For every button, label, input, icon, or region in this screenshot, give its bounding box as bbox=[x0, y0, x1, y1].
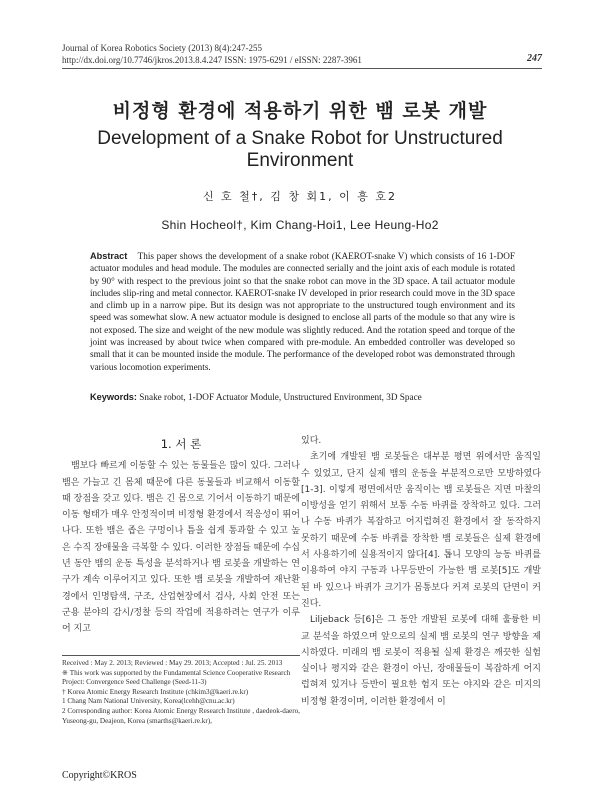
footnote-item: 1 Chang Nam National University, Korea(lcehh@cnu.ac.kr) bbox=[62, 697, 235, 706]
footnote-item: † Korea Atomic Energy Research Institute (chkim3@kaeri.re.kr) bbox=[62, 687, 249, 696]
journal-citation: Journal of Korea Robotics Society (2013) 8(4):247-255 bbox=[62, 43, 262, 53]
title-korean: 비정형 환경에 적용하기 위한 뱀 로봇 개발 bbox=[112, 100, 488, 122]
abstract-text: This paper shows the development of a snake robot (KAEROT-snake V) which consists of 16 1-DOF actuator modules and head module. The modules are connected serially and the joint axis of each module is rotated by 90° with respect to the previous joint so that the snake robot can move in the 3D space. A tail actuator module includes slip-ring and metal connector. KAEROT-snake IV developed in prior research could move in the 3D space and climb up in a narrow pipe. But its design was not appropriate to the unstructured tough environment and its speed was somewhat slow. A new actuator module is designed to enclose all parts of the module so that any wire is not exposed. The size and weight of the new module was slightly reduced. And the rotation speed and torque of the joint was increased by about twice when compared with pre-module. An embedded controller was developed so small that it can be mounted inside the module. The performance of the developed robot was demonstrated through various locomotion experiments. bbox=[90, 251, 515, 372]
journal-header bbox=[62, 42, 362, 66]
left-column bbox=[62, 432, 300, 638]
page-number: 247 bbox=[527, 53, 542, 64]
footnote-divider bbox=[62, 655, 300, 656]
footnote-item: ※ This work was supported by the Fundamental Science Cooperative Research Project: Convergence Seed Challenge (Seed-11-3) bbox=[62, 668, 291, 687]
right-paragraph-1: 있다. bbox=[301, 436, 322, 446]
right-paragraph-2: 초기에 개발된 뱀 로봇들은 대부분 평면 위에서만 움직일 수 있었고, 단지 실제 뱀의 운동을 부분적으로만 모방하였다[1-3]. 이렇게 평면에서만 움직이는 뱀 로봇들은 지면 마찰의 이방성을 얻기 위해서 보통 수동 바퀴를 장착하고 있다. 그러나 수동 바퀴가 복잡하고 어지럽혀진 환경에서 잘 동작하지 못하기 때문에 수동 바퀴를 장착한 뱀 로봇들은 실제 환경에서 사용하기에 실용적이지 않다[4]. 톱니 모양의 능동 바퀴를 이용하여 야지 구동과 나무등반이 가능한 뱀 로봇[5]도 개발된 바 있으나 바퀴가 크기가 몸통보다 커져 로봇의 단면이 커진다. bbox=[301, 452, 541, 609]
right-paragraph-3: Liljeback 등[6]은 그 동안 개발된 로봇에 대해 훌륭한 비교 분석을 하였으며 앞으로의 실제 뱀 로봇의 연구 방향을 제시하였다. 미래의 뱀 로봇이 적용될 실제 환경은 깨끗한 실험실이나 평지와 같은 환경이 아닌, 장애물들이 복잡하게 어지럽혀져 있거나 등반이 필요한 험지 또는 야지와 같은 미지의 비정형 환경이며, 이러한 환경에서 이 bbox=[301, 615, 541, 707]
header-divider bbox=[62, 68, 542, 69]
intro-paragraph: 뱀보다 빠르게 이동할 수 있는 동물들은 많이 있다. 그러나 뱀은 가늘고 긴 몸체 때문에 다른 동물들과 비교해서 이동할 때 장점을 갖고 있다. 뱀은 긴 몸으로 기어서 이동하기 때문에 이동 형태가 매우 안정적이며 비정형 환경에서 적응성이 뛰어나다. 또한 뱀은 좁은 구멍이나 틈을 쉽게 통과할 수 있고 높은 수직 장애물을 극복할 수 있다. 이러한 장점들 때문에 수십 년 동안 뱀의 운동 특성을 분석하거나 뱀 로봇을 개발하는 연구가 계속 이루어지고 있다. 또한 뱀 로봇을 개발하여 재난환경에서 인명탐색, 구조, 산업현장에서 검사, 사회 안전 또는 군용 분야의 감시/정찰 등의 작업에 적용하려는 연구가 이루어 지고 bbox=[62, 461, 300, 635]
authors-korean: 신 호 철†, 김 창 회1, 이 흥 호2 bbox=[202, 190, 398, 203]
keywords bbox=[90, 392, 515, 402]
section-heading: 1. 서 론 bbox=[160, 437, 202, 451]
footnote-item: Received : May 2. 2013; Reviewed : May 29. 2013; Accepted : Jul. 25. 2013 bbox=[62, 659, 283, 667]
keywords-text: Snake robot, 1-DOF Actuator Module, Unstructured Environment, 3D Space bbox=[139, 392, 422, 402]
title-english: Development of a Snake Robot for Unstructured Environment bbox=[97, 128, 503, 171]
keywords-label: Keywords: bbox=[90, 392, 137, 402]
doi-issn-line[interactable]: http://dx.doi.org/10.7746/jkros.2013.8.4.247 ISSN: 1975-6291 / eISSN: 2287-3961 bbox=[62, 55, 362, 65]
abstract-label: Abstract bbox=[90, 251, 128, 261]
abstract bbox=[90, 250, 515, 373]
footnotes bbox=[62, 659, 300, 726]
authors-english: Shin Hocheol†, Kim Chang-Hoi1, Lee Heung-Ho2 bbox=[161, 218, 439, 232]
copyright: Copyright©KROS bbox=[62, 770, 137, 781]
right-column bbox=[301, 433, 541, 710]
footnote-item: 2 Corresponding author: Korea Atomic Energy Research Institute , daedeok-daero, Yuseong-gu, Deajeon, Korea (smarths@kaeri.re.kr), bbox=[62, 706, 300, 725]
